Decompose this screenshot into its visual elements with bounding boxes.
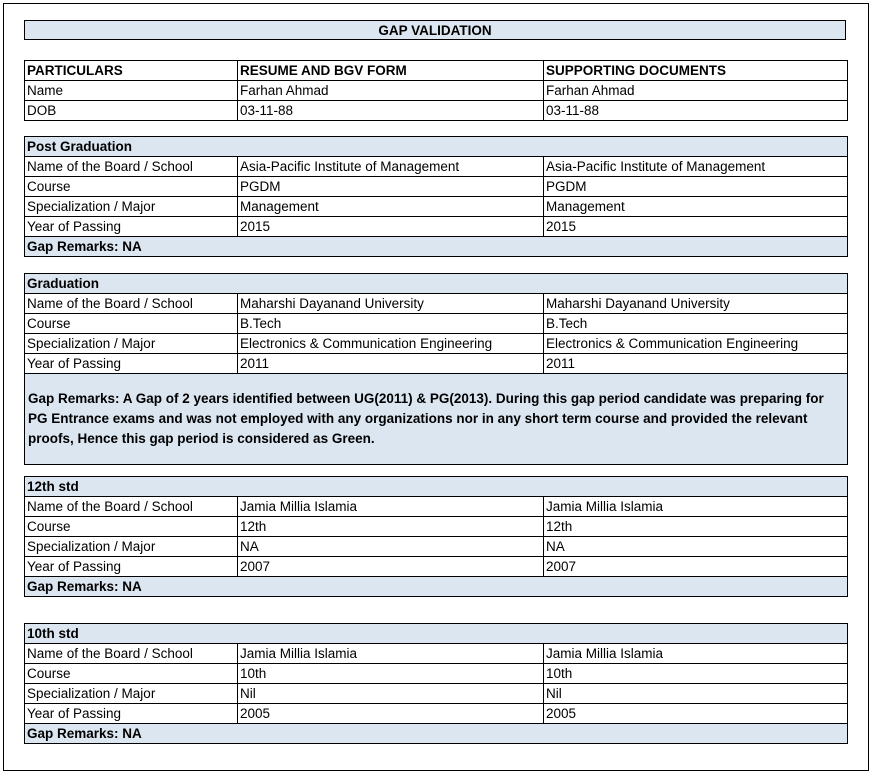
- row-label: Year of Passing: [25, 704, 238, 724]
- resume-value: Jamia Millia Islamia: [238, 644, 544, 664]
- row-label: Name of the Board / School: [25, 644, 238, 664]
- row-label: Name of the Board / School: [25, 157, 238, 177]
- table-row: [25, 314, 848, 334]
- table-row: [25, 517, 848, 537]
- table-row: [25, 704, 848, 724]
- document-value: Farhan Ahmad: [544, 81, 848, 101]
- resume-value: Jamia Millia Islamia: [238, 497, 544, 517]
- post-graduation-table: [24, 136, 848, 257]
- document-value: Jamia Millia Islamia: [544, 497, 848, 517]
- resume-value: PGDM: [238, 177, 544, 197]
- row-label: Specialization / Major: [25, 684, 238, 704]
- table-row: [25, 537, 848, 557]
- document-value: 10th: [544, 664, 848, 684]
- resume-value: 2005: [238, 704, 544, 724]
- table-row: [25, 197, 848, 217]
- table-row: [25, 294, 848, 314]
- table-row: [25, 217, 848, 237]
- resume-value: Maharshi Dayanand University: [238, 294, 544, 314]
- document-value: 2011: [544, 354, 848, 374]
- row-label: Specialization / Major: [25, 197, 238, 217]
- resume-value: Electronics & Communication Engineering: [238, 334, 544, 354]
- row-label: Name of the Board / School: [25, 294, 238, 314]
- resume-value: Nil: [238, 684, 544, 704]
- table-row: [25, 497, 848, 517]
- document-value: B.Tech: [544, 314, 848, 334]
- header-row: [25, 61, 848, 81]
- header-particulars: PARTICULARS: [25, 61, 238, 81]
- document-value: 12th: [544, 517, 848, 537]
- table-row: [25, 334, 848, 354]
- resume-value: Asia-Pacific Institute of Management: [238, 157, 544, 177]
- resume-value: Farhan Ahmad: [238, 81, 544, 101]
- twelfth-std-table: [24, 476, 848, 597]
- table-row: [25, 684, 848, 704]
- document-value: Asia-Pacific Institute of Management: [544, 157, 848, 177]
- table-row: [25, 644, 848, 664]
- row-label: Course: [25, 177, 238, 197]
- page-title: GAP VALIDATION: [24, 20, 846, 40]
- row-label: Course: [25, 517, 238, 537]
- resume-value: Management: [238, 197, 544, 217]
- document-value: Jamia Millia Islamia: [544, 644, 848, 664]
- resume-value: B.Tech: [238, 314, 544, 334]
- row-label: Name: [25, 81, 238, 101]
- resume-value: 2011: [238, 354, 544, 374]
- document-value: PGDM: [544, 177, 848, 197]
- resume-value: 12th: [238, 517, 544, 537]
- document-value: Nil: [544, 684, 848, 704]
- section-heading: 12th std: [25, 477, 848, 497]
- resume-value: 03-11-88: [238, 101, 544, 121]
- document-value: Electronics & Communication Engineering: [544, 334, 848, 354]
- gap-remarks: Gap Remarks: A Gap of 2 years identified between UG(2011) & PG(2013). During this gap period candidate was preparing for PG Entrance exams and was not employed with any organizations nor in any short term course and provided the relevant proofs, Hence this gap period is considered as Green.: [25, 374, 848, 465]
- row-label: Year of Passing: [25, 217, 238, 237]
- document-value: 2005: [544, 704, 848, 724]
- resume-value: 10th: [238, 664, 544, 684]
- row-label: Specialization / Major: [25, 537, 238, 557]
- table-row: [25, 177, 848, 197]
- table-row: [25, 157, 848, 177]
- row-label: Specialization / Major: [25, 334, 238, 354]
- particulars-table: [24, 60, 848, 121]
- resume-value: 2015: [238, 217, 544, 237]
- gap-remarks: Gap Remarks: NA: [25, 724, 848, 744]
- section-heading: Post Graduation: [25, 137, 848, 157]
- document-value: Management: [544, 197, 848, 217]
- document-value: 03-11-88: [544, 101, 848, 121]
- resume-value: NA: [238, 537, 544, 557]
- document-value: Maharshi Dayanand University: [544, 294, 848, 314]
- table-row: [25, 81, 848, 101]
- row-label: DOB: [25, 101, 238, 121]
- gap-remarks: Gap Remarks: NA: [25, 577, 848, 597]
- graduation-table: [24, 273, 848, 465]
- row-label: Course: [25, 314, 238, 334]
- row-label: Name of the Board / School: [25, 497, 238, 517]
- table-row: [25, 101, 848, 121]
- table-row: [25, 664, 848, 684]
- row-label: Year of Passing: [25, 354, 238, 374]
- row-label: Course: [25, 664, 238, 684]
- section-heading: 10th std: [25, 624, 848, 644]
- section-heading: Graduation: [25, 274, 848, 294]
- document-value: 2015: [544, 217, 848, 237]
- document-value: 2007: [544, 557, 848, 577]
- gap-remarks: Gap Remarks: NA: [25, 237, 848, 257]
- resume-value: 2007: [238, 557, 544, 577]
- table-row: [25, 557, 848, 577]
- table-row: [25, 354, 848, 374]
- tenth-std-table: [24, 623, 848, 744]
- header-resume: RESUME AND BGV FORM: [238, 61, 544, 81]
- row-label: Year of Passing: [25, 557, 238, 577]
- document-value: NA: [544, 537, 848, 557]
- header-supporting: SUPPORTING DOCUMENTS: [544, 61, 848, 81]
